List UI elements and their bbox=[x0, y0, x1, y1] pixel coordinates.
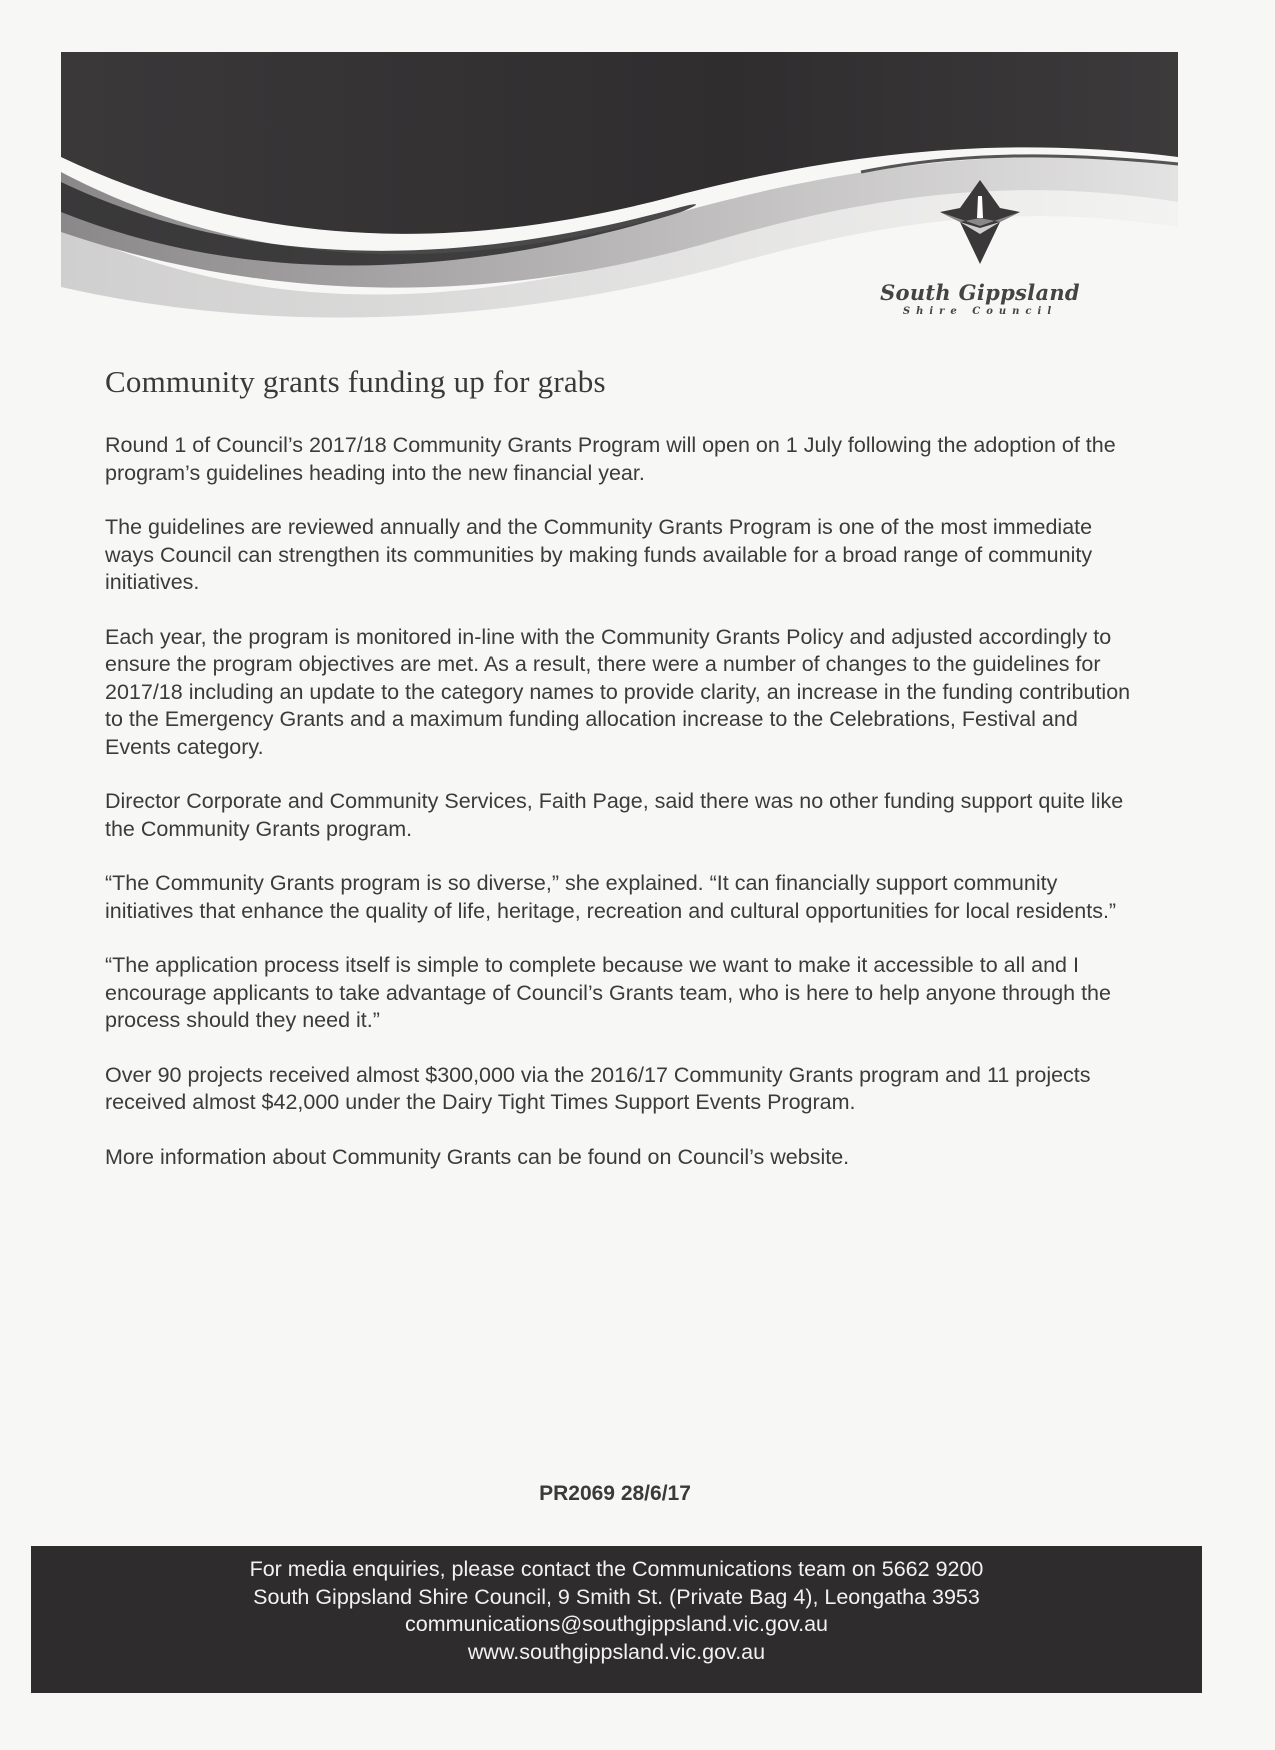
paragraph: Each year, the program is monitored in-line with the Community Grants Policy and adjusted accordingly to ensure the program objectives are met. As a result, there were a number of changes to the guidelines for 2017/18 including an update to the category names to provide clarity, an increase in the funding contribution to the Emergency Grants and a maximum funding allocation increase to the Celebrations, Festival and Events category. bbox=[105, 624, 1131, 759]
paragraph: More information about Community Grants can be found on Council’s website. bbox=[105, 1144, 850, 1169]
footer-email-link[interactable]: communications@southgippsland.vic.gov.au bbox=[405, 1612, 828, 1636]
paragraph: Over 90 projects received almost $300,000 via the 2016/17 Community Grants program and 11 projects received almost $42,000 under the Dairy Tight Times Support Events Program. bbox=[105, 1062, 1091, 1114]
article-body bbox=[105, 432, 1135, 1198]
council-logo bbox=[870, 178, 1090, 328]
paragraph: The guidelines are reviewed annually and the Community Grants Program is one of the most immediate ways Council can strengthen its communities by making funds available for a broad range of community initiatives. bbox=[105, 515, 1093, 594]
footer-address-line: South Gippsland Shire Council, 9 Smith St. (Private Bag 4), Leongatha 3953 bbox=[253, 1584, 980, 1609]
logo-name: South Gippsland bbox=[880, 280, 1080, 305]
paragraph: “The Community Grants program is so diverse,” she explained. “It can financially support community initiatives that enhance the quality of life, heritage, recreation and cultural opportunities for local residents.” bbox=[105, 871, 1117, 923]
article-title: Community grants funding up for grabs bbox=[105, 364, 606, 399]
paragraph: “The application process itself is simple to complete because we want to make it accessible to all and I encourage applicants to take advantage of Council’s Grants team, who is here to help anyone through the process should they need it.” bbox=[105, 953, 1111, 1032]
press-release-reference: PR2069 28/6/17 bbox=[539, 1482, 691, 1505]
paragraph: Director Corporate and Community Services, Faith Page, said there was no other funding support quite like the Community Grants program. bbox=[105, 789, 1124, 841]
council-emblem-icon bbox=[930, 178, 1030, 278]
contact-footer bbox=[31, 1546, 1202, 1693]
footer-media-line: For media enquiries, please contact the Communications team on 5662 9200 bbox=[249, 1557, 984, 1581]
footer-website-link[interactable]: www.southgippsland.vic.gov.au bbox=[467, 1639, 766, 1664]
paragraph: Round 1 of Council’s 2017/18 Community Grants Program will open on 1 July following the adoption of the program’s guidelines heading into the new financial year. bbox=[105, 433, 1116, 485]
logo-subtitle: Shire Council bbox=[902, 306, 1058, 317]
